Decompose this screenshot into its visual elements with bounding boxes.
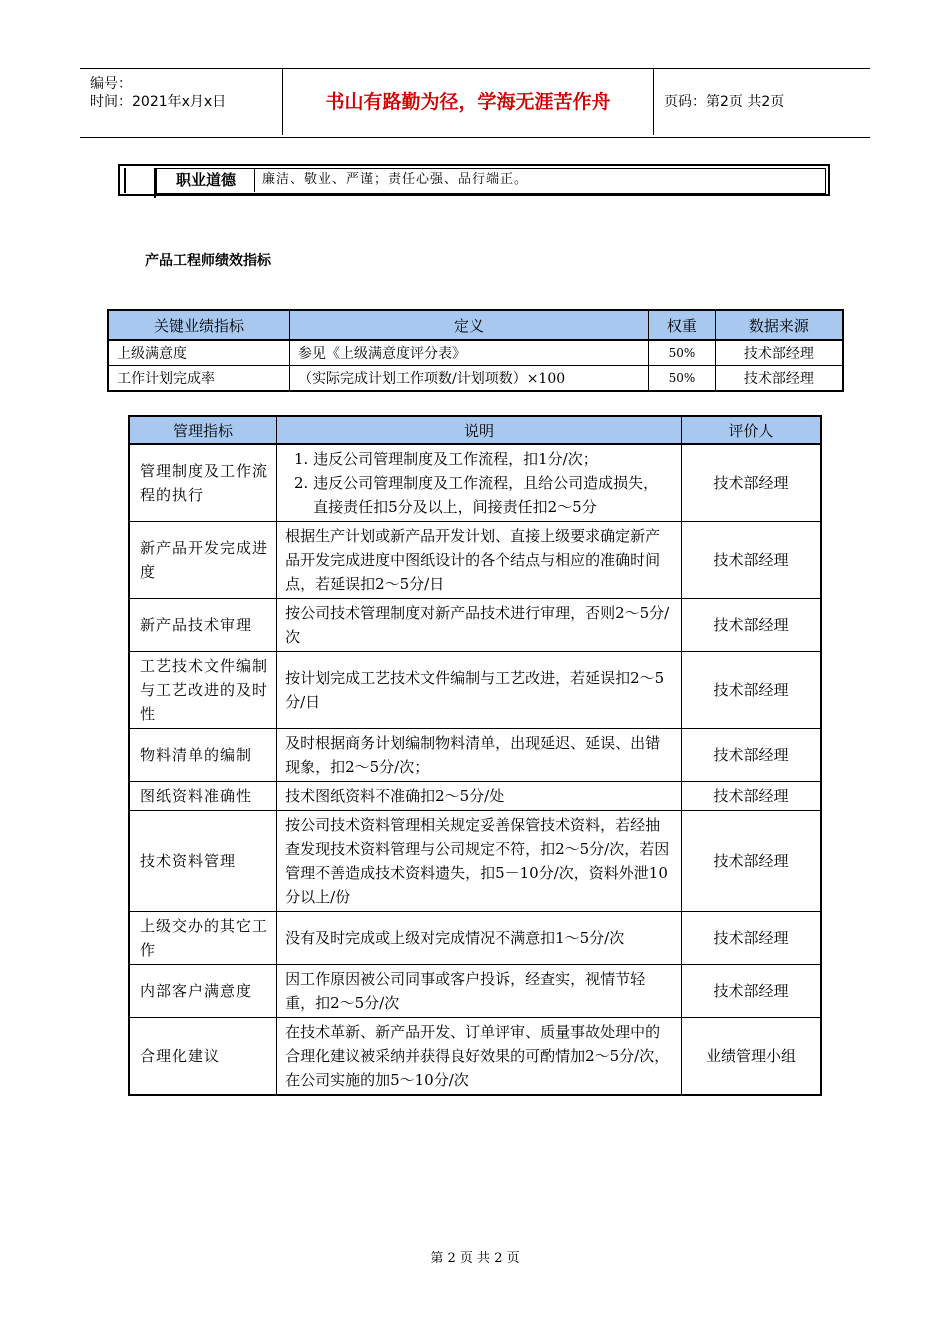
mgmt-rater: 技术部经理 xyxy=(681,522,821,599)
mgmt-header-indicator: 管理指标 xyxy=(129,416,277,444)
table-row xyxy=(129,811,821,912)
mgmt-rater: 技术部经理 xyxy=(681,811,821,912)
table-row xyxy=(129,1018,821,1096)
table-row xyxy=(129,912,821,965)
kpi-weight: 50% xyxy=(648,340,715,366)
table-row xyxy=(129,652,821,729)
kpi-header-weight: 权重 xyxy=(648,310,715,340)
mgmt-rater: 业绩管理小组 xyxy=(681,1018,821,1096)
mgmt-description: 根据生产计划或新产品开发计划、直接上级要求确定新产品开发完成进度中图纸设计的各个结点与相应的准确时间点，若延误扣2～5分/日 xyxy=(277,522,682,599)
mgmt-description-list xyxy=(285,447,673,519)
document-date: 时间：2021年x月x日 xyxy=(90,94,227,110)
table-row xyxy=(129,444,821,522)
list-item: 1. 违反公司管理制度及工作流程，扣1分/次； xyxy=(313,447,673,471)
kpi-definition: （实际完成计划工作项数/计划项数）×100 xyxy=(289,366,648,392)
mgmt-description: 技术图纸资料不准确扣2～5分/处 xyxy=(277,782,682,811)
ethics-row xyxy=(118,164,830,196)
mgmt-rater: 技术部经理 xyxy=(681,599,821,652)
kpi-table-header xyxy=(108,310,843,340)
mgmt-description: 在技术革新、新产品开发、订单评审、质量事故处理中的合理化建议被采纳并获得良好效果的可酌情加2～5分/次，在公司实施的加5～10分/次 xyxy=(277,1018,682,1096)
kpi-indicator: 上级满意度 xyxy=(108,340,289,366)
table-row xyxy=(129,965,821,1018)
management-table xyxy=(128,415,822,1096)
mgmt-description: 按计划完成工艺技术文件编制与工艺改进，若延误扣2～5分/日 xyxy=(277,652,682,729)
list-item: 2. 违反公司管理制度及工作流程，且给公司造成损失，直接责任扣5分及以上，间接责任扣2～5分 xyxy=(313,471,673,519)
ethics-shadow xyxy=(156,194,828,196)
mgmt-indicator: 内部客户满意度 xyxy=(129,965,277,1018)
mgmt-rater: 技术部经理 xyxy=(681,965,821,1018)
mgmt-header-description: 说明 xyxy=(277,416,682,444)
table-row xyxy=(108,366,843,392)
page-header xyxy=(80,68,870,138)
mgmt-indicator: 新产品技术审理 xyxy=(129,599,277,652)
mgmt-description: 按公司技术资料管理相关规定妥善保管技术资料，若经抽查发现技术资料管理与公司规定不符，扣2～5分/次，若因管理不善造成技术资料遗失，扣5－10分/次，资料外泄10分以上/份 xyxy=(277,811,682,912)
page-footer: 第 2 页 共 2 页 xyxy=(430,1251,520,1266)
mgmt-indicator: 合理化建议 xyxy=(129,1018,277,1096)
mgmt-header-rater: 评价人 xyxy=(681,416,821,444)
kpi-header-source: 数据来源 xyxy=(715,310,843,340)
section-title: 产品工程师绩效指标 xyxy=(145,253,271,269)
mgmt-rater: 技术部经理 xyxy=(681,782,821,811)
ethics-bar-decoration xyxy=(154,168,156,198)
mgmt-description: 按公司技术管理制度对新产品技术进行审理，否则2～5分/次 xyxy=(277,599,682,652)
mgmt-indicator: 工艺技术文件编制与工艺改进的及时性 xyxy=(129,652,277,729)
kpi-definition: 参见《上级满意度评分表》 xyxy=(289,340,648,366)
table-row xyxy=(129,782,821,811)
mgmt-indicator: 图纸资料准确性 xyxy=(129,782,277,811)
ethics-text: 廉洁、敬业、严谨；责任心强、品行端正。 xyxy=(262,172,529,187)
kpi-header-definition: 定义 xyxy=(289,310,648,340)
kpi-weight: 50% xyxy=(648,366,715,392)
header-slogan: 书山有路勤为径，学海无涯苦作舟 xyxy=(283,69,654,135)
table-row xyxy=(129,729,821,782)
mgmt-rater: 技术部经理 xyxy=(681,729,821,782)
mgmt-indicator: 技术资料管理 xyxy=(129,811,277,912)
mgmt-indicator: 新产品开发完成进度 xyxy=(129,522,277,599)
mgmt-description xyxy=(277,444,682,522)
kpi-indicator: 工作计划完成率 xyxy=(108,366,289,392)
table-row xyxy=(129,599,821,652)
ethics-label: 职业道德 xyxy=(158,168,255,192)
mgmt-rater: 技术部经理 xyxy=(681,912,821,965)
mgmt-rater: 技术部经理 xyxy=(681,444,821,522)
document-number: 编号： xyxy=(90,76,132,92)
mgmt-indicator: 上级交办的其它工作 xyxy=(129,912,277,965)
mgmt-indicator: 物料清单的编制 xyxy=(129,729,277,782)
mgmt-table-header xyxy=(129,416,821,444)
mgmt-description: 及时根据商务计划编制物料清单，出现延迟、延误、出错现象，扣2～5分/次； xyxy=(277,729,682,782)
kpi-source: 技术部经理 xyxy=(715,340,843,366)
ethics-bar-decoration xyxy=(124,168,126,193)
header-page-number: 页码：第2页 共2页 xyxy=(664,94,785,110)
kpi-table xyxy=(107,309,844,392)
table-row xyxy=(108,340,843,366)
table-row xyxy=(129,522,821,599)
kpi-header-indicator: 关键业绩指标 xyxy=(108,310,289,340)
mgmt-description: 没有及时完成或上级对完成情况不满意扣1～5分/次 xyxy=(277,912,682,965)
kpi-source: 技术部经理 xyxy=(715,366,843,392)
mgmt-rater: 技术部经理 xyxy=(681,652,821,729)
mgmt-description: 因工作原因被公司同事或客户投诉，经查实，视情节轻重，扣2～5分/次 xyxy=(277,965,682,1018)
header-meta xyxy=(80,69,283,135)
mgmt-indicator: 管理制度及工作流程的执行 xyxy=(129,444,277,522)
